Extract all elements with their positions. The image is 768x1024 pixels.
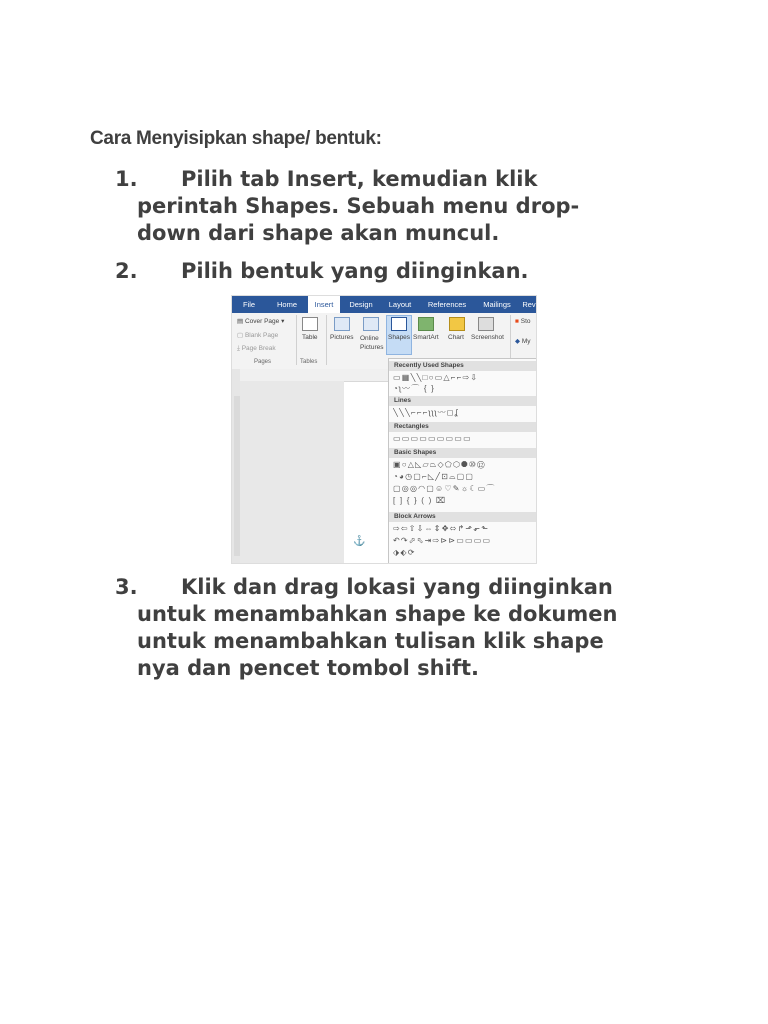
shape-row[interactable]: ⇨⇦⇧⇩⇔⇕✥⬄↱⬏⬐⬑ [393,524,490,533]
step-number: 2. [115,259,138,283]
word-insert-shapes-screenshot [231,295,537,564]
section-recently-used: Recently Used Shapes [389,361,537,371]
screenshot-icon [478,317,494,331]
shapes-dropdown [388,358,537,564]
page-break-button[interactable]: ⤓ Page Break [237,345,276,352]
step-text: Pilih bentuk yang diinginkan. [181,259,529,283]
document-margin-area [240,381,344,564]
vertical-ruler [234,396,240,556]
shape-row[interactable]: ◔ʅ〰⌒ { } [393,384,435,393]
step-number: 1. [115,167,138,191]
page-heading: Cara Menyisipkan shape/ bentuk: [90,128,382,149]
tab-insert[interactable]: Insert [308,296,340,313]
shape-row[interactable]: ▣○△◺▱⏢◇⬠⬡⯃⑩⑫ [393,460,486,469]
tab-file[interactable]: File [242,300,256,309]
group-separator [326,315,327,365]
shape-row[interactable]: ◔◕◷▢⌐◺╱⊡⌓▢▢ [393,472,475,481]
tab-design[interactable]: Design [349,300,373,309]
screenshot-button[interactable]: Screenshot [471,334,504,341]
blank-page-button[interactable]: ▢ Blank Page [237,332,279,339]
smartart-icon [418,317,434,331]
my-addins-button[interactable] [515,337,530,345]
pictures-icon [334,317,350,331]
store-icon: ■ [515,318,519,325]
tab-layout[interactable]: Layout [388,300,412,309]
cover-page-label: Cover Page [244,318,280,325]
addins-icon: ◆ [515,338,520,345]
tab-home[interactable]: Home [276,300,297,309]
chart-button[interactable]: Chart [448,334,464,341]
store-label: Sto [520,318,531,325]
shape-row[interactable]: ⬗⬖⟳ [393,548,416,557]
store-button[interactable] [515,318,531,325]
section-rectangles: Rectangles [389,422,537,432]
step-1 [115,166,635,247]
shape-row[interactable]: ╲╲╲⌐⌐⌐ʅʅʅ〰◻ʆ [393,408,459,417]
step-number: 3. [115,575,138,599]
cover-page-button[interactable]: ▤ Cover Page ▾ [237,318,285,325]
table-button[interactable]: Table [302,334,318,341]
ribbon-tab-bar [232,296,537,313]
shape-row[interactable]: ▭▦╲╲□○▭△⌐⌐⇨⇩ [393,373,479,382]
shape-row[interactable]: ▢◎◎◠▢☺♡✎☼☾▭⌒ [393,484,496,493]
step-2 [115,258,635,285]
section-lines: Lines [389,396,537,406]
my-addins-label: My [521,338,531,345]
shape-row[interactable]: ↶↷⬀⬁⇥⇨⊳⊳▭▭▭▭ [393,536,492,545]
online-pictures-icon [363,317,379,331]
section-block-arrows: Block Arrows [389,512,537,522]
pages-group-label: Pages [254,359,272,365]
anchor-icon: ⚓ [353,536,366,547]
online-pictures-button[interactable]: Online Pictures [360,335,384,351]
step-3 [115,574,635,682]
shapes-button[interactable]: Shapes [388,334,411,341]
tab-review[interactable]: Rev [522,300,536,309]
shapes-icon [391,317,407,331]
step-text: Klik dan drag lokasi yang diinginkan untuk menambahkan shape ke dokumen untuk menambahkan tulisan klik shape nya dan pencet tombol shift. [137,575,618,680]
tab-references[interactable]: References [427,300,467,309]
pictures-button[interactable]: Pictures [330,334,354,341]
shape-row[interactable]: ▭▭▭▭▭▭▭▭▭ [393,434,472,443]
page-break-label: Page Break [241,345,276,352]
section-basic-shapes: Basic Shapes [389,448,537,458]
blank-page-label: Blank Page [244,332,279,339]
tables-group-label: Tables [300,359,318,365]
smartart-button[interactable]: SmartArt [413,334,439,341]
table-icon [302,317,318,331]
step-text: Pilih tab Insert, kemudian klik perintah Shapes. Sebuah menu drop-down dari shape akan muncul. [137,167,580,245]
group-separator [296,315,297,365]
document-page[interactable] [344,392,388,564]
tab-mailings[interactable]: Mailings [483,300,511,309]
chart-icon [449,317,465,331]
shape-row[interactable]: [ ] { } ( ) ⌧ [393,496,447,505]
